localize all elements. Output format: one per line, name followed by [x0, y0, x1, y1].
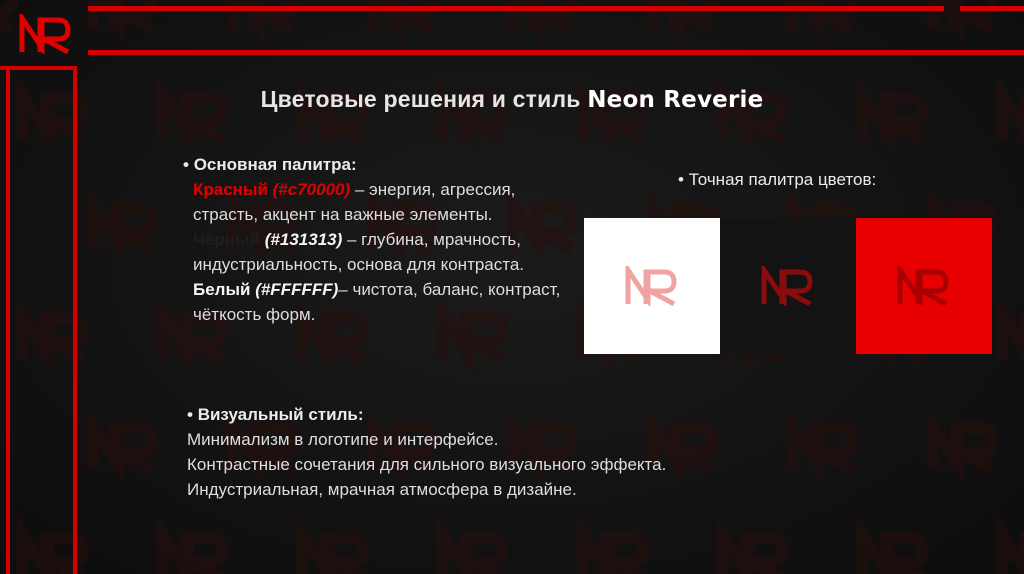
visual-style-heading	[187, 402, 807, 427]
red-code: (#c70000)	[272, 180, 351, 199]
red-name: Красный	[193, 180, 268, 199]
palette-black-item	[183, 227, 563, 277]
white-code: (#FFFFFF)	[255, 280, 339, 299]
exact-palette-heading-text: Точная палитра цветов:	[688, 170, 877, 189]
swatch-black	[720, 218, 856, 354]
main-palette-block	[183, 152, 563, 327]
nr-logo-icon	[758, 266, 818, 306]
page-title	[0, 86, 1024, 113]
swatch-red	[856, 218, 992, 354]
watermark-logo-icon	[1002, 535, 1024, 574]
watermark-logo-icon	[0, 0, 12, 29]
watermark-logo-icon	[92, 205, 152, 249]
watermark-logo-icon	[442, 535, 502, 574]
watermark-logo-icon	[512, 0, 572, 29]
style-line: Контрастные сочетания для сильного визуального эффекта.	[187, 455, 667, 474]
color-swatches	[584, 218, 992, 354]
watermark-logo-icon	[232, 0, 292, 29]
watermark-logo-icon	[92, 0, 152, 29]
black-desc: – глубина, мрачность, индустриальность, основа для контраста.	[193, 230, 525, 274]
frame-line-left-outer	[6, 66, 10, 574]
frame-line-top	[88, 6, 944, 11]
white-desc: – чистота, баланс, контраст, чёткость форм.	[193, 280, 561, 324]
watermark-logo-icon	[302, 535, 362, 574]
watermark-logo-icon	[652, 0, 712, 29]
frame-line-second	[88, 50, 1024, 55]
watermark-logo-icon	[862, 535, 922, 574]
nr-logo-icon	[894, 266, 954, 306]
title-text: Цветовые решения и стиль	[260, 86, 588, 112]
watermark-logo-icon	[932, 425, 992, 469]
black-name: Чёрный	[193, 230, 261, 249]
watermark-logo-icon	[932, 0, 992, 29]
palette-red-item	[183, 177, 563, 227]
watermark-logo-icon	[92, 425, 152, 469]
bullet-icon: •	[187, 405, 193, 424]
main-palette-heading	[183, 152, 563, 177]
red-desc: – энергия, агрессия, страсть, акцент на важные элементы.	[193, 180, 516, 224]
watermark-logo-icon	[722, 535, 782, 574]
exact-palette-heading	[678, 170, 876, 190]
swatch-white	[584, 218, 720, 354]
palette-white-item	[183, 277, 563, 327]
watermark-logo-icon	[162, 535, 222, 574]
nr-logo-icon	[18, 14, 74, 54]
bullet-icon: •	[678, 170, 684, 189]
visual-style-heading-text: Визуальный стиль:	[197, 405, 364, 424]
frame-line-left-horizontal	[0, 66, 77, 70]
nr-logo-icon	[622, 266, 682, 306]
style-line: Минимализм в логотипе и интерфейсе.	[187, 430, 499, 449]
style-line: Индустриальная, мрачная атмосфера в дизайне.	[187, 480, 577, 499]
brand-name: Neon Reverie	[587, 87, 764, 113]
watermark-logo-icon	[1002, 315, 1024, 359]
white-name: Белый	[193, 280, 251, 299]
watermark-logo-icon	[372, 0, 432, 29]
frame-line-left-inner	[73, 66, 77, 574]
black-code: (#131313)	[264, 230, 343, 249]
main-palette-heading-text: Основная палитра:	[193, 155, 357, 174]
watermark-logo-icon	[792, 0, 852, 29]
watermark-logo-icon	[582, 535, 642, 574]
frame-line-top-right	[960, 6, 1024, 11]
bullet-icon: •	[183, 155, 189, 174]
visual-style-block	[187, 402, 807, 502]
